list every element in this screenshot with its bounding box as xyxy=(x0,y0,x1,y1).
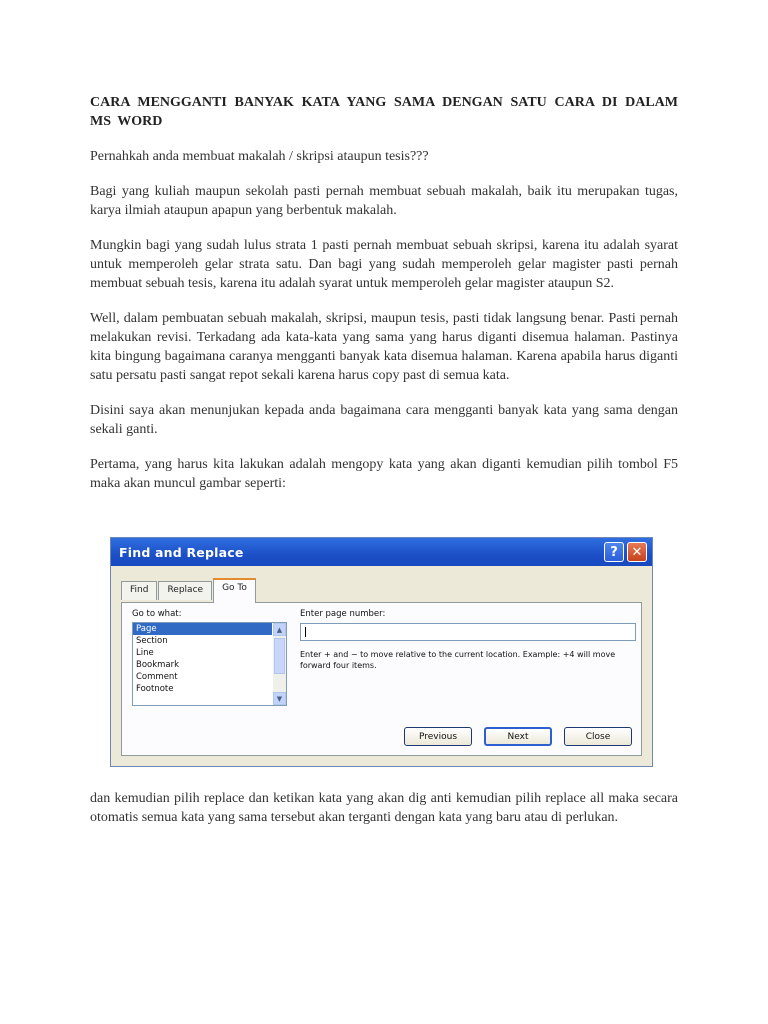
page-number-input[interactable] xyxy=(300,623,636,641)
find-replace-dialog-screenshot xyxy=(110,537,653,767)
paragraph-7: dan kemudian pilih replace dan ketikan kata yang akan dig anti kemudian pilih replace all maka secara otomatis semua kata yang sama tersebut akan terganti dengan kata yang baru atau di perlukan. xyxy=(90,791,678,825)
list-item-comment[interactable]: Comment xyxy=(136,672,178,682)
paragraph-5: Disini saya akan menunjukan kepada anda bagaimana cara mengganti banyak kata yang sama dengan sekali ganti. xyxy=(90,403,678,437)
document-title: CARA MENGGANTI BANYAK KATA YANG SAMA DENGAN SATU CARA DI DALAM MS WORD xyxy=(90,95,678,129)
dialog-title: Find and Replace xyxy=(119,544,244,560)
page-number-label: Enter page number: xyxy=(300,609,386,619)
scroll-thumb[interactable] xyxy=(274,638,285,674)
tab-find[interactable]: Find xyxy=(121,581,157,600)
scroll-down-icon[interactable]: ▼ xyxy=(273,692,286,705)
document-content-after xyxy=(90,789,678,843)
close-button[interactable]: Close xyxy=(564,727,632,746)
paragraph-3: Mungkin bagi yang sudah lulus strata 1 pasti pernah membuat sebuah skripsi, karena itu adalah syarat untuk memperoleh gelar strata satu. Dan bagi yang sudah memperoleh gelar magister pasti pernah membuat sebuah tesis, karena itu adalah syarat untuk memperoleh gelar magister ataupun S2. xyxy=(90,238,678,291)
list-item-page[interactable]: Page xyxy=(133,623,272,635)
text-caret xyxy=(305,627,306,637)
dialog-titlebar xyxy=(111,538,652,566)
close-icon[interactable]: ✕ xyxy=(627,542,647,562)
scroll-up-icon[interactable]: ▲ xyxy=(273,623,286,636)
paragraph-2: Bagi yang kuliah maupun sekolah pasti pernah membuat sebuah makalah, baik itu merupakan tugas, karya ilmiah ataupun apapun yang berbentuk makalah. xyxy=(90,184,678,218)
list-item-bookmark[interactable]: Bookmark xyxy=(136,660,180,670)
paragraph-6: Pertama, yang harus kita lakukan adalah mengopy kata yang akan diganti kemudian pilih tombol F5 maka akan muncul gambar seperti: xyxy=(90,457,678,491)
help-icon[interactable]: ? xyxy=(604,542,624,562)
paragraph-4: Well, dalam pembuatan sebuah makalah, skripsi, maupun tesis, pasti tidak langsung benar. Pasti pernah melakukan revisi. Terkadang ada kata-kata yang sama yang harus diganti disemua halaman. Pastinya kita bingung bagaimana caranya mengganti banyak kata disemua halaman. Karena apabila harus diganti satu persatu pasti sangat repot sekali karena harus copy past di semua kata. xyxy=(90,311,678,383)
go-to-what-list[interactable] xyxy=(132,622,287,706)
list-scrollbar[interactable] xyxy=(273,623,286,705)
previous-button[interactable]: Previous xyxy=(404,727,472,746)
next-button[interactable]: Next xyxy=(484,727,552,746)
list-item-section[interactable]: Section xyxy=(136,636,168,646)
go-to-what-label: Go to what: xyxy=(132,609,182,619)
list-item-line[interactable]: Line xyxy=(136,648,154,658)
dialog-body xyxy=(111,566,652,766)
go-to-panel xyxy=(121,602,642,756)
paragraph-1: Pernahkah anda membuat makalah / skripsi ataupun tesis??? xyxy=(90,149,429,164)
list-item-footnote[interactable]: Footnote xyxy=(136,684,174,694)
go-to-hint: Enter + and − to move relative to the current location. Example: +4 will move forward four items. xyxy=(300,650,616,670)
dialog-tabs xyxy=(121,578,257,603)
tab-go-to[interactable]: Go To xyxy=(213,578,256,603)
document-content xyxy=(90,93,678,509)
tab-replace[interactable]: Replace xyxy=(158,581,212,600)
